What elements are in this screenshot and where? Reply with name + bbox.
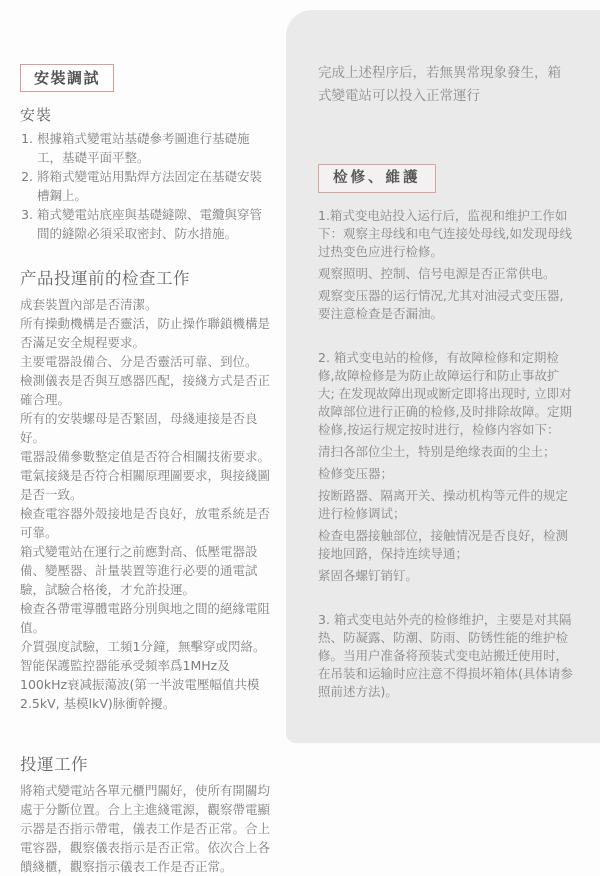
maintenance-line: 3. 箱式变电站外壳的检修维护，主要是对其隔热、防凝露、防潮、防雨、防锈性能的维护检修。当用户准备将预装式变电站搬迁使用时，在吊装和运输时应注意不得损坏箱体(具体请参照前述方法)。 [318, 612, 573, 700]
precheck-item: 智能保護監控器能承受頻率爲1MHz及100kHz衰减振蕩波(第一半波電壓幅值共模2.5kV, 基模lkV)脉衝幹擾。 [20, 658, 260, 711]
maintenance-title: 检修、維護 [333, 170, 421, 186]
operation-heading: 投運工作 [20, 755, 88, 774]
panel-intro-text: 完成上述程序后，若無異常現象發生，箱式變電站可以投入正常運行 [318, 65, 561, 104]
operation-text: 將箱式變電站各單元櫃門關好，使所有開關均處于分斷位置。合上主進綫電源，觀察帶電顯示器是否指示帶電，儀表工作是否正常。合上電容器，觀察儀表指示是否正常。依次合上各饋綫櫃，觀察指示儀表工作是否正常。 [20, 783, 271, 874]
maintenance-line: 2. 箱式变电站的检修，有故障检修和定期检修,故障检修是为防止故障运行和防止事故扩大; 在发现故障出现或断定即将出现时, 立即对故障部位进行正确的检修,及时排除故障。定期检修,按运行规定按时进行，检修内容如下： [318, 350, 572, 438]
precheck-item: 所有操動機構是否靈活，防止操作聯鎖機構是否滿足安全規程要求。 [20, 316, 271, 350]
maintenance-line: 检修变压器； [318, 466, 394, 482]
precheck-list [20, 295, 273, 713]
precheck-item: 成套裝置內部是否清潔。 [20, 297, 158, 312]
maintenance-line: 按断路器、隔离开关、操动机构等元件的规定进行检修调试； [318, 488, 569, 522]
precheck-heading: 产品投運前的检查工作 [20, 269, 190, 288]
precheck-item: 檢查電容器外殼接地是否良好，放電系統是否可靠。 [20, 506, 271, 540]
install-step: 2. 將箱式變電站用點焊方法固定在基礎安裝槽鋼上。 [37, 167, 273, 205]
precheck-item: 檢查各帶電導體電路分別與地之間的絕緣電阻值。 [20, 601, 271, 635]
precheck-item: 主要電器設備合、分是否靈活可靠、到位。 [20, 354, 258, 369]
precheck-item: 介質强度試驗，工頻1分鐘，無擊穿或閃絡。 [20, 639, 266, 654]
maintenance-line: 紧固各螺钉销钉。 [318, 568, 419, 584]
install-debug-title: 安裝調試 [34, 69, 101, 87]
precheck-item: 所有的安裝螺母是否緊固，母綫連接是否良好。 [20, 411, 258, 445]
maintenance-title-box [318, 164, 436, 193]
maintenance-line: 1.箱式变电站投入运行后，监视和维护工作如下：观察主母线和电气连接处母线,如发现母线过热变色应进行检修。 [318, 208, 572, 260]
install-step: 3. 箱式變電站底座與基礎縫隙、電纜與穿管間的縫隙必須采取密封、防水措施。 [37, 205, 273, 243]
operation-block [20, 781, 273, 876]
install-steps-list [20, 129, 273, 243]
maintenance-section-monitoring [318, 207, 574, 323]
maintenance-line: 清扫各部位尘土，特别是绝缘表面的尘土； [318, 444, 556, 460]
maintenance-line: 观察照明、控制、信号电源是否正常供电。 [318, 266, 556, 282]
left-column [20, 64, 273, 876]
precheck-item: 電氣接綫是否符合相關原理圖要求，與接綫圖是否一致。 [20, 468, 271, 502]
maintenance-line: 检查电器接触部位，接触情况是否良好，检测接地回路，保持连续导通； [318, 528, 569, 562]
precheck-item: 電器設備參數整定值是否符合相關技術要求。 [20, 449, 271, 464]
precheck-item: 檢測儀表是否與互感器匹配，接綫方式是否正確合理。 [20, 373, 271, 407]
precheck-item: 箱式變電站在運行之前應對高、低壓電器設備、變壓器、計量裝置等進行必要的通電試驗，試驗合格後，才允許投運。 [20, 544, 258, 597]
maintenance-section-repair [318, 349, 574, 585]
maintenance-line: 观察变压器的运行情况,尤其对油浸式变压器,要注意检查是否漏油。 [318, 288, 564, 322]
install-step: 1. 根據箱式變電站基礎參考圖進行基礎施工，基礎平面平整。 [37, 129, 273, 167]
maintenance-panel [286, 10, 600, 743]
install-debug-title-box [20, 64, 114, 92]
maintenance-section-enclosure [318, 611, 574, 701]
install-heading: 安裝 [20, 106, 53, 124]
